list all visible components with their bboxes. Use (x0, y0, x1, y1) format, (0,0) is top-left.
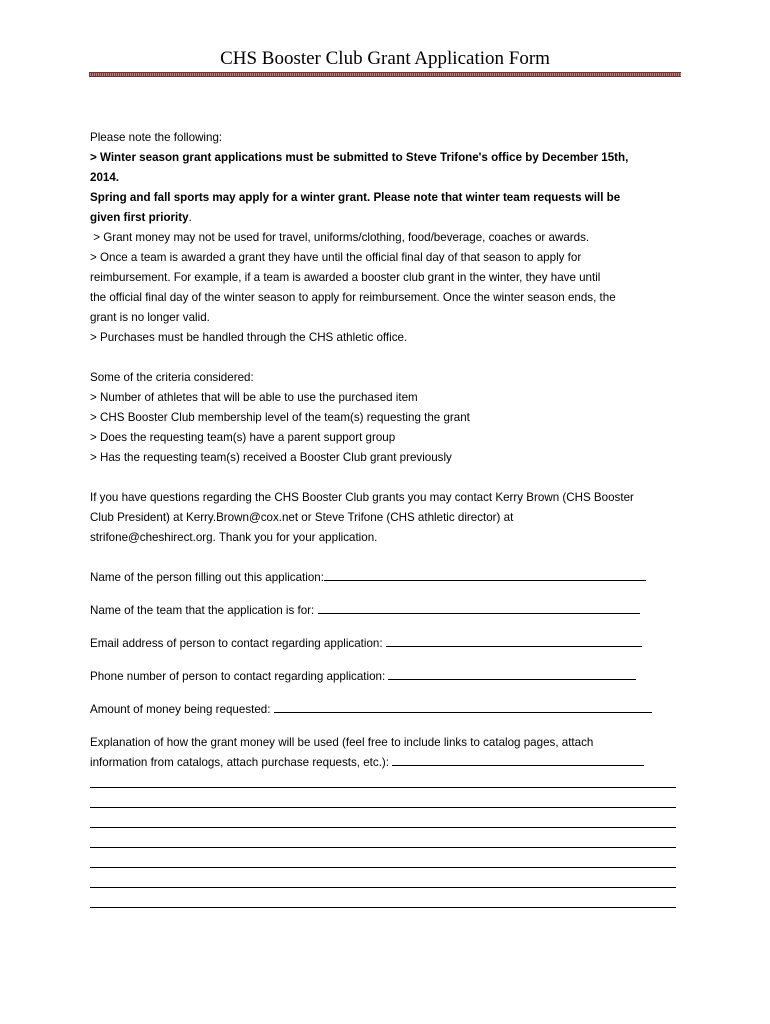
explanation-line[interactable] (90, 813, 690, 833)
criteria-item: > CHS Booster Club membership level of the team(s) requesting the grant (90, 411, 470, 424)
explanation-line[interactable] (90, 793, 690, 813)
note-purchases: > Purchases must be handled through the CHS athletic office. (90, 331, 408, 344)
note-awarded-3: the official final day of the winter season to apply for reimbursement. Once the winter season ends, the (90, 291, 616, 304)
contact-email-row (90, 634, 690, 667)
amount-label: Amount of money being requested: (90, 703, 274, 716)
explanation-label: information from catalogs, attach purchase requests, etc.): (90, 756, 393, 769)
contact-text: If you have questions regarding the CHS Booster Club grants you may contact Kerry Brown (CHS Booster (90, 491, 634, 504)
contact-phone-label: Phone number of person to contact regarding application: (90, 670, 389, 683)
criteria-item: > Number of athletes that will be able to use the purchased item (90, 391, 418, 404)
form-body (90, 128, 690, 913)
team-name-label: Name of the team that the application is for: (90, 604, 318, 617)
spacer (90, 348, 690, 368)
amount-row (90, 700, 690, 733)
deadline-year: 2014. (90, 171, 120, 184)
contact-phone-field[interactable] (388, 678, 636, 680)
explanation-line[interactable] (90, 833, 690, 853)
criteria-heading: Some of the criteria considered: (90, 371, 254, 384)
contact-phone-row (90, 667, 690, 700)
team-name-row (90, 601, 690, 634)
contact-text: Club President) at Kerry.Brown@cox.net or Steve Trifone (CHS athletic director) at (90, 511, 514, 524)
team-name-field[interactable] (318, 612, 640, 614)
explanation-field[interactable] (392, 764, 644, 766)
contact-email-label: Email address of person to contact regarding application: (90, 637, 386, 650)
explanation-line[interactable] (90, 873, 690, 893)
applicant-name-label: Name of the person filling out this application: (90, 571, 324, 584)
applicant-name-row (90, 568, 690, 601)
applicant-name-field[interactable] (324, 579, 646, 581)
priority-period: . (188, 211, 192, 224)
contact-email-field[interactable] (386, 645, 642, 647)
explanation-row (90, 753, 690, 773)
priority-note-end (90, 208, 690, 228)
intro-text: Please note the following: (90, 131, 223, 144)
title-divider (89, 72, 681, 77)
deadline-note: > Winter season grant applications must be submitted to Steve Trifone's office by December 15th, (90, 151, 629, 164)
note-money: > Grant money may not be used for travel, uniforms/clothing, food/beverage, coaches or awards. (90, 231, 590, 244)
note-awarded-2: reimbursement. For example, if a team is awarded a booster club grant in the winter, they have until (90, 271, 601, 284)
spacer (90, 468, 690, 488)
priority-note-bold: given first priority (90, 211, 189, 224)
amount-field[interactable] (274, 711, 652, 713)
note-awarded-4: grant is no longer valid. (90, 311, 210, 324)
explanation-line[interactable] (90, 893, 690, 913)
criteria-item: > Has the requesting team(s) received a Booster Club grant previously (90, 451, 452, 464)
criteria-item: > Does the requesting team(s) have a parent support group (90, 431, 396, 444)
contact-text: strifone@cheshirect.org. Thank you for your application. (90, 531, 378, 544)
explanation-line[interactable] (90, 773, 690, 793)
spacer (90, 548, 690, 568)
explanation-line[interactable] (90, 853, 690, 873)
form-title: CHS Booster Club Grant Application Form (220, 48, 550, 69)
explanation-text: Explanation of how the grant money will be used (feel free to include links to catalog pages, attach (90, 736, 594, 749)
priority-note: Spring and fall sports may apply for a winter grant. Please note that winter team requests will be (90, 191, 621, 204)
note-awarded-1: > Once a team is awarded a grant they have until the official final day of that season to apply for (90, 251, 582, 264)
